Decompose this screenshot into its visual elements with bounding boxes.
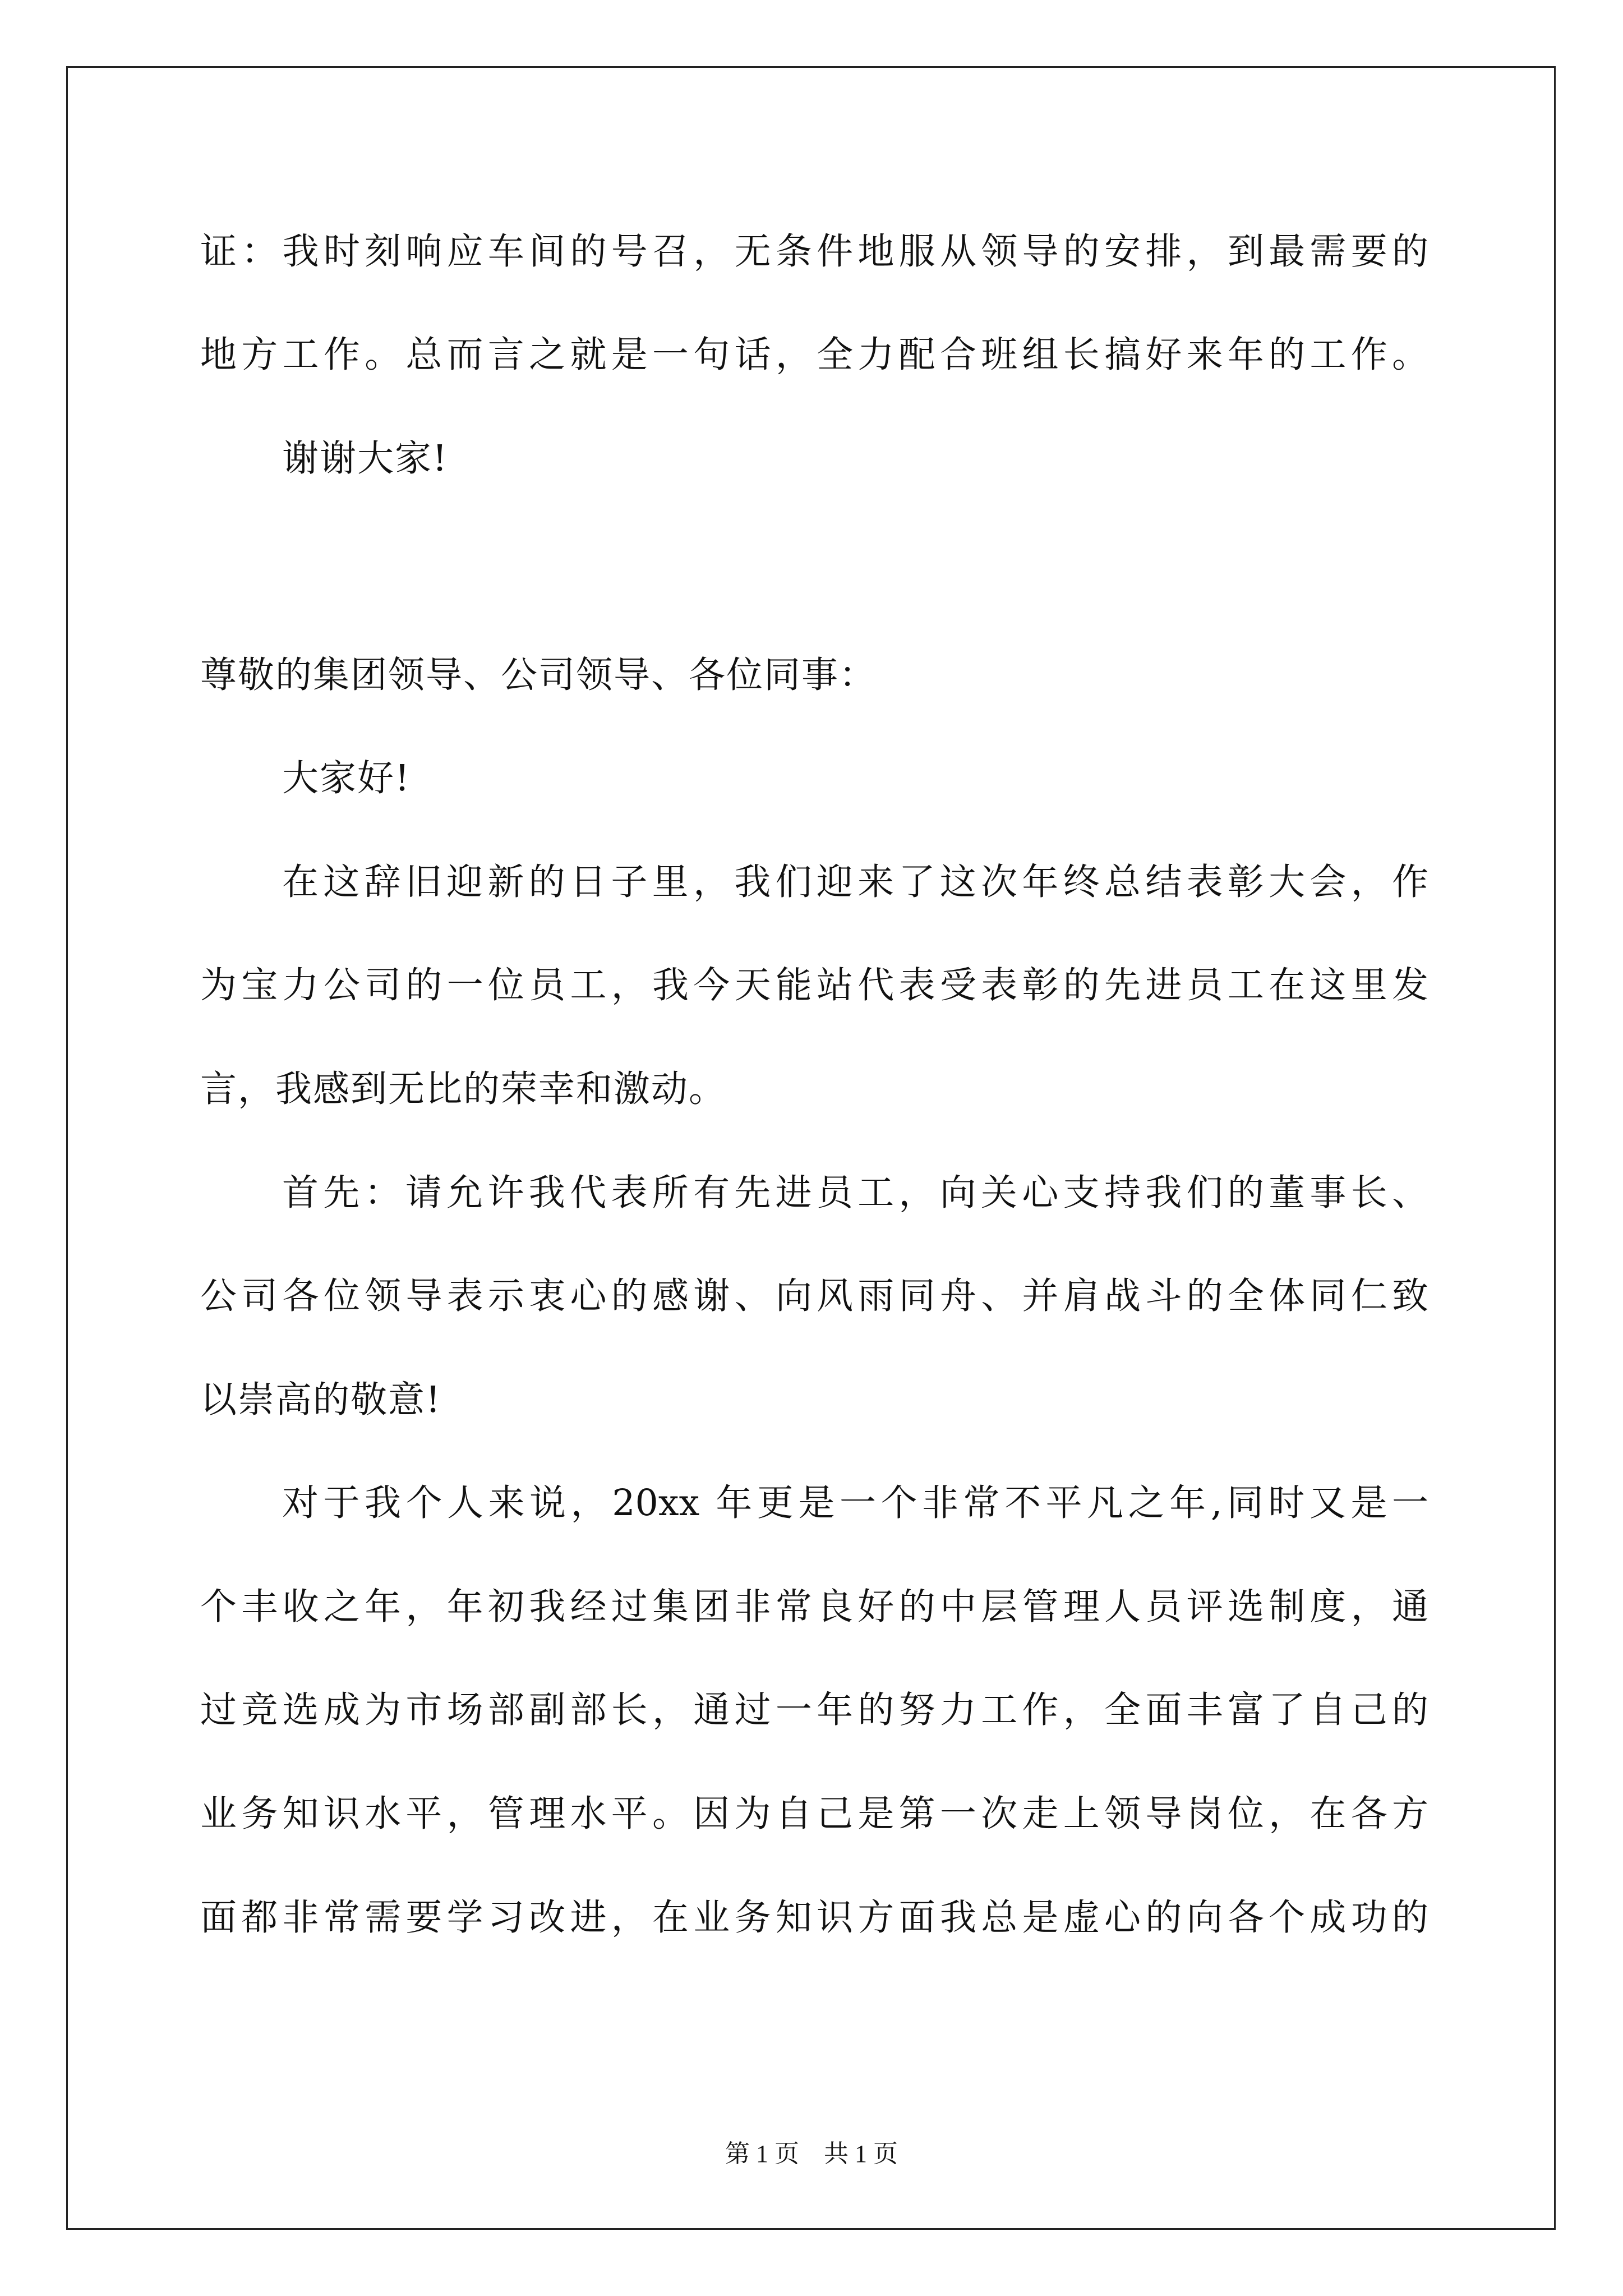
text-line: 业务知识水平，管理水平。因为自己是第一次走上领导岗位，在各方 [200, 1793, 1428, 1835]
text-line: 个丰收之年，年初我经过集团非常良好的中层管理人员评选制度，通 [200, 1586, 1428, 1628]
text-line: 为宝力公司的一位员工，我今天能站代表受表彰的先进员工在这里发 [200, 964, 1428, 1006]
text-line: 面都非常需要学习改进，在业务知识方面我总是虚心的向各个成功的 [200, 1897, 1428, 1939]
text-line: 公司各位领导表示衷心的感谢、向风雨同舟、并肩战斗的全体同仁致 [200, 1275, 1428, 1317]
text-line: 大家好! [282, 757, 411, 799]
text-line: 地方工作。总而言之就是一句话，全力配合班组长搞好来年的工作。 [200, 334, 1428, 376]
text-line: 言，我感到无比的荣幸和激动。 [200, 1068, 727, 1110]
text-line: 对于我个人来说，20xx 年更是一个非常不平凡之年,同时又是一 [282, 1482, 1428, 1524]
text-line: 证：我时刻响应车间的号召，无条件地服从领导的安排，到最需要的 [200, 231, 1428, 273]
text-line: 以崇高的敬意! [200, 1379, 442, 1421]
text-line: 过竞选成为市场部副部长，通过一年的努力工作，全面丰富了自己的 [200, 1689, 1428, 1731]
page-number-footer: 第 1 页 共 1 页 [725, 2140, 898, 2168]
text-line: 谢谢大家! [282, 438, 449, 480]
salutation: 尊敬的集团领导、公司领导、各位同事： [200, 654, 877, 696]
text-line: 首先：请允许我代表所有先进员工，向关心支持我们的董事长、 [282, 1172, 1428, 1214]
text-line: 在这辞旧迎新的日子里，我们迎来了这次年终总结表彰大会，作 [282, 861, 1428, 903]
